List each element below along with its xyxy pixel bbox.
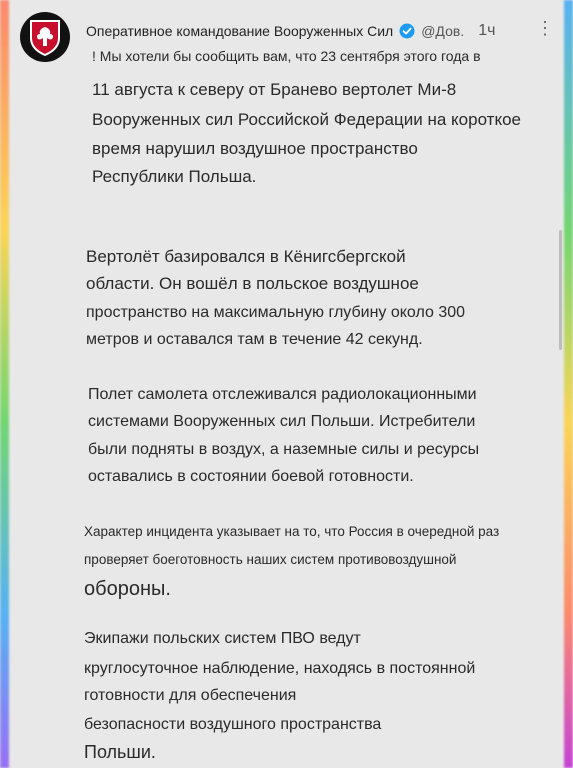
- paragraph-line: Характер инцидента указывает на то, что Россия в очередной раз: [84, 524, 500, 539]
- right-edge-glow: [564, 0, 573, 768]
- paragraph-line: готовности для обеспечения: [84, 687, 297, 704]
- avatar[interactable]: [20, 12, 70, 62]
- post: [20, 12, 555, 762]
- paragraph-line: проверяет боеготовность наших систем противовоздушной: [84, 552, 457, 567]
- paragraph-line: ! Мы хотели бы сообщить вам, что 23 сентября этого года в: [92, 48, 481, 64]
- paragraph-line: пространство на максимальную глубину около 300: [86, 304, 466, 321]
- emblem-icon: [28, 18, 62, 56]
- post-meta: [86, 22, 495, 40]
- paragraph-line: Вертолёт базировался в Кёнигсбергской: [86, 247, 406, 266]
- author-handle[interactable]: @Дов.: [421, 23, 465, 39]
- paragraph-line: системами Вооруженных сил Польши. Истребители: [88, 413, 476, 430]
- paragraph-line: Польши.: [84, 742, 156, 762]
- paragraph-line: Полет самолета отслеживался радиолокационными: [88, 386, 477, 403]
- more-options-icon[interactable]: ⋮: [536, 18, 555, 38]
- paragraph-line: Вооруженных сил Российской Федерации на короткое: [92, 110, 521, 129]
- verified-badge-icon: [399, 23, 415, 39]
- paragraph-line: обороны.: [84, 578, 171, 600]
- paragraph-line: были подняты в воздух, а наземные силы и ресурсы: [88, 441, 480, 458]
- paragraph-line: круглосуточное наблюдение, находясь в постоянной: [84, 660, 476, 677]
- paragraph-line: области. Он вошёл в польское воздушное: [86, 274, 419, 293]
- left-edge-glow: [0, 0, 9, 768]
- paragraph-line: Республики Польша.: [92, 167, 257, 186]
- paragraph-line: метров и оставался там в течение 42 секунд.: [86, 331, 423, 348]
- paragraph-line: Экипажи польских систем ПВО ведут: [84, 630, 361, 647]
- paragraph-line: безопасности воздушного пространства: [84, 716, 382, 733]
- scrollbar[interactable]: [559, 230, 562, 350]
- post-time[interactable]: 1ч: [478, 22, 496, 39]
- paragraph-line: оставались в состоянии боевой готовности.: [88, 468, 414, 485]
- author-name[interactable]: Оперативное командование Вооруженных Сил: [86, 23, 394, 39]
- paragraph-line: 11 августа к северу от Бранево вертолет Ми-8: [92, 80, 457, 99]
- paragraph-line: время нарушил воздушное пространство: [92, 139, 418, 158]
